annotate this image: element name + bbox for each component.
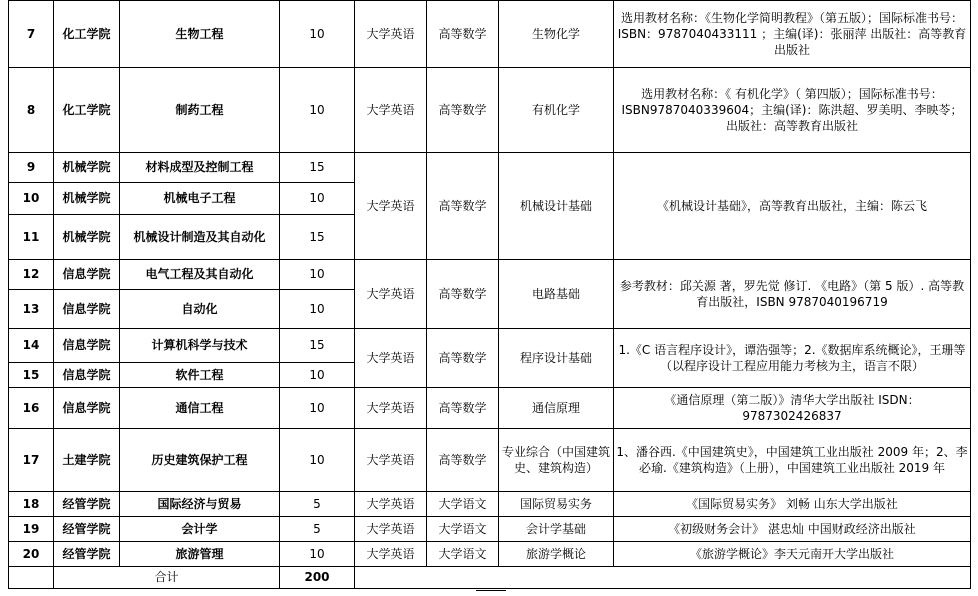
subject2-cell: 高等数学 bbox=[427, 1, 499, 68]
subject2-cell: 高等数学 bbox=[427, 153, 499, 260]
subject2-cell: 大学语文 bbox=[427, 517, 499, 542]
subject1-cell: 大学英语 bbox=[355, 429, 427, 492]
subject2-cell: 高等数学 bbox=[427, 429, 499, 492]
major-cell: 软件工程 bbox=[120, 363, 280, 388]
textbook-cell: 《初级财务会计》 湛忠灿 中国财政经济出版社 bbox=[614, 517, 971, 542]
count-cell: 10 bbox=[280, 260, 355, 290]
row-number: 15 bbox=[9, 363, 54, 388]
textbook-cell: 《通信原理（第二版）》清华大学出版社 ISDN：9787302426837 bbox=[614, 388, 971, 429]
row-number: 8 bbox=[9, 68, 54, 153]
textbook-cell: 参考教材：邱关源 著，罗先觉 修订. 《电路》（第 5 版）. 高等教育出版社，ISBN 9787040196719 bbox=[614, 260, 971, 329]
table-row bbox=[9, 517, 971, 542]
row-number: 20 bbox=[9, 542, 54, 567]
major-cell: 材料成型及控制工程 bbox=[120, 153, 280, 183]
major-cell: 通信工程 bbox=[120, 388, 280, 429]
subject1-cell: 大学英语 bbox=[355, 329, 427, 388]
table-row bbox=[9, 1, 971, 68]
major-cell: 计算机科学与技术 bbox=[120, 329, 280, 363]
total-label: 合计 bbox=[54, 567, 280, 589]
college-cell: 化工学院 bbox=[54, 1, 120, 68]
subject3-cell: 生物化学 bbox=[499, 1, 614, 68]
row-number: 14 bbox=[9, 329, 54, 363]
college-cell: 信息学院 bbox=[54, 388, 120, 429]
table-row bbox=[9, 260, 971, 290]
enrollment-table bbox=[8, 0, 971, 589]
count-cell: 5 bbox=[280, 492, 355, 517]
row-number: 16 bbox=[9, 388, 54, 429]
major-cell: 会计学 bbox=[120, 517, 280, 542]
college-cell: 机械学院 bbox=[54, 153, 120, 183]
count-cell: 10 bbox=[280, 429, 355, 492]
count-cell: 10 bbox=[280, 68, 355, 153]
table-row bbox=[9, 329, 971, 363]
row-number: 11 bbox=[9, 215, 54, 260]
table-row bbox=[9, 388, 971, 429]
subject1-cell: 大学英语 bbox=[355, 153, 427, 260]
subject3-cell: 电路基础 bbox=[499, 260, 614, 329]
count-cell: 10 bbox=[280, 1, 355, 68]
row-number: 10 bbox=[9, 183, 54, 215]
subject2-cell: 大学语文 bbox=[427, 542, 499, 567]
major-cell: 生物工程 bbox=[120, 1, 280, 68]
count-cell: 10 bbox=[280, 542, 355, 567]
subject2-cell: 高等数学 bbox=[427, 260, 499, 329]
subject3-cell: 有机化学 bbox=[499, 68, 614, 153]
major-cell: 旅游管理 bbox=[120, 542, 280, 567]
total-empty-cell bbox=[355, 567, 971, 589]
college-cell: 信息学院 bbox=[54, 290, 120, 329]
subject3-cell: 通信原理 bbox=[499, 388, 614, 429]
subject1-cell: 大学英语 bbox=[355, 260, 427, 329]
textbook-cell: 选用教材名称：《 有机化学》（ 第四版）；国际标准书号：ISBN9787040339604；主编(译)：陈洪超、罗美明、李映苓； 出版社：高等教育出版社 bbox=[614, 68, 971, 153]
textbook-cell: 选用教材名称：《生物化学简明教程》（第五版）；国际标准书号：ISBN：9787040433111 ；主编(译)：张丽萍 出版社：高等教育出版社 bbox=[614, 1, 971, 68]
row-number: 9 bbox=[9, 153, 54, 183]
college-cell: 机械学院 bbox=[54, 183, 120, 215]
college-cell: 经管学院 bbox=[54, 542, 120, 567]
textbook-cell: 1.《C 语言程序设计》，谭浩强等；2.《数据库系统概论》，王珊等（以程序设计工程应用能力考核为主，语言不限） bbox=[614, 329, 971, 388]
college-cell: 经管学院 bbox=[54, 492, 120, 517]
subject2-cell: 高等数学 bbox=[427, 388, 499, 429]
subject3-cell: 旅游学概论 bbox=[499, 542, 614, 567]
row-number: 19 bbox=[9, 517, 54, 542]
total-spacer bbox=[9, 567, 54, 589]
major-cell: 电气工程及其自动化 bbox=[120, 260, 280, 290]
count-cell: 15 bbox=[280, 153, 355, 183]
table-row bbox=[9, 429, 971, 492]
major-cell: 机械设计制造及其自动化 bbox=[120, 215, 280, 260]
major-cell: 机械电子工程 bbox=[120, 183, 280, 215]
major-cell: 历史建筑保护工程 bbox=[120, 429, 280, 492]
row-number: 12 bbox=[9, 260, 54, 290]
row-number: 7 bbox=[9, 1, 54, 68]
subject3-cell: 会计学基础 bbox=[499, 517, 614, 542]
textbook-cell: 《国际贸易实务》 刘畅 山东大学出版社 bbox=[614, 492, 971, 517]
subject1-cell: 大学英语 bbox=[355, 517, 427, 542]
college-cell: 信息学院 bbox=[54, 329, 120, 363]
subject3-cell: 国际贸易实务 bbox=[499, 492, 614, 517]
major-cell: 制药工程 bbox=[120, 68, 280, 153]
page-edge-marker bbox=[476, 590, 506, 596]
college-cell: 机械学院 bbox=[54, 215, 120, 260]
count-cell: 10 bbox=[280, 290, 355, 329]
total-value: 200 bbox=[280, 567, 355, 589]
count-cell: 10 bbox=[280, 183, 355, 215]
college-cell: 信息学院 bbox=[54, 363, 120, 388]
college-cell: 土建学院 bbox=[54, 429, 120, 492]
subject1-cell: 大学英语 bbox=[355, 388, 427, 429]
subject1-cell: 大学英语 bbox=[355, 492, 427, 517]
college-cell: 化工学院 bbox=[54, 68, 120, 153]
subject3-cell: 程序设计基础 bbox=[499, 329, 614, 388]
row-number: 18 bbox=[9, 492, 54, 517]
subject1-cell: 大学英语 bbox=[355, 68, 427, 153]
college-cell: 经管学院 bbox=[54, 517, 120, 542]
textbook-cell: 《机械设计基础》，高等教育出版社，主编：陈云飞 bbox=[614, 153, 971, 260]
textbook-cell: 《旅游学概论》李天元南开大学出版社 bbox=[614, 542, 971, 567]
row-number: 13 bbox=[9, 290, 54, 329]
count-cell: 15 bbox=[280, 215, 355, 260]
total-row bbox=[9, 567, 971, 589]
subject3-cell: 专业综合（中国建筑史、建筑构造） bbox=[499, 429, 614, 492]
subject1-cell: 大学英语 bbox=[355, 542, 427, 567]
table-row bbox=[9, 542, 971, 567]
count-cell: 5 bbox=[280, 517, 355, 542]
row-number: 17 bbox=[9, 429, 54, 492]
major-cell: 国际经济与贸易 bbox=[120, 492, 280, 517]
subject2-cell: 高等数学 bbox=[427, 329, 499, 388]
subject1-cell: 大学英语 bbox=[355, 1, 427, 68]
table-row bbox=[9, 68, 971, 153]
subject2-cell: 高等数学 bbox=[427, 68, 499, 153]
table-row bbox=[9, 492, 971, 517]
count-cell: 10 bbox=[280, 388, 355, 429]
count-cell: 15 bbox=[280, 329, 355, 363]
table-row bbox=[9, 153, 971, 183]
college-cell: 信息学院 bbox=[54, 260, 120, 290]
subject2-cell: 大学语文 bbox=[427, 492, 499, 517]
major-cell: 自动化 bbox=[120, 290, 280, 329]
textbook-cell: 1、潘谷西.《中国建筑史》，中国建筑工业出版社 2009 年；2、李必瑜.《建筑构造》（上册），中国建筑工业出版社 2019 年 bbox=[614, 429, 971, 492]
subject3-cell: 机械设计基础 bbox=[499, 153, 614, 260]
count-cell: 10 bbox=[280, 363, 355, 388]
